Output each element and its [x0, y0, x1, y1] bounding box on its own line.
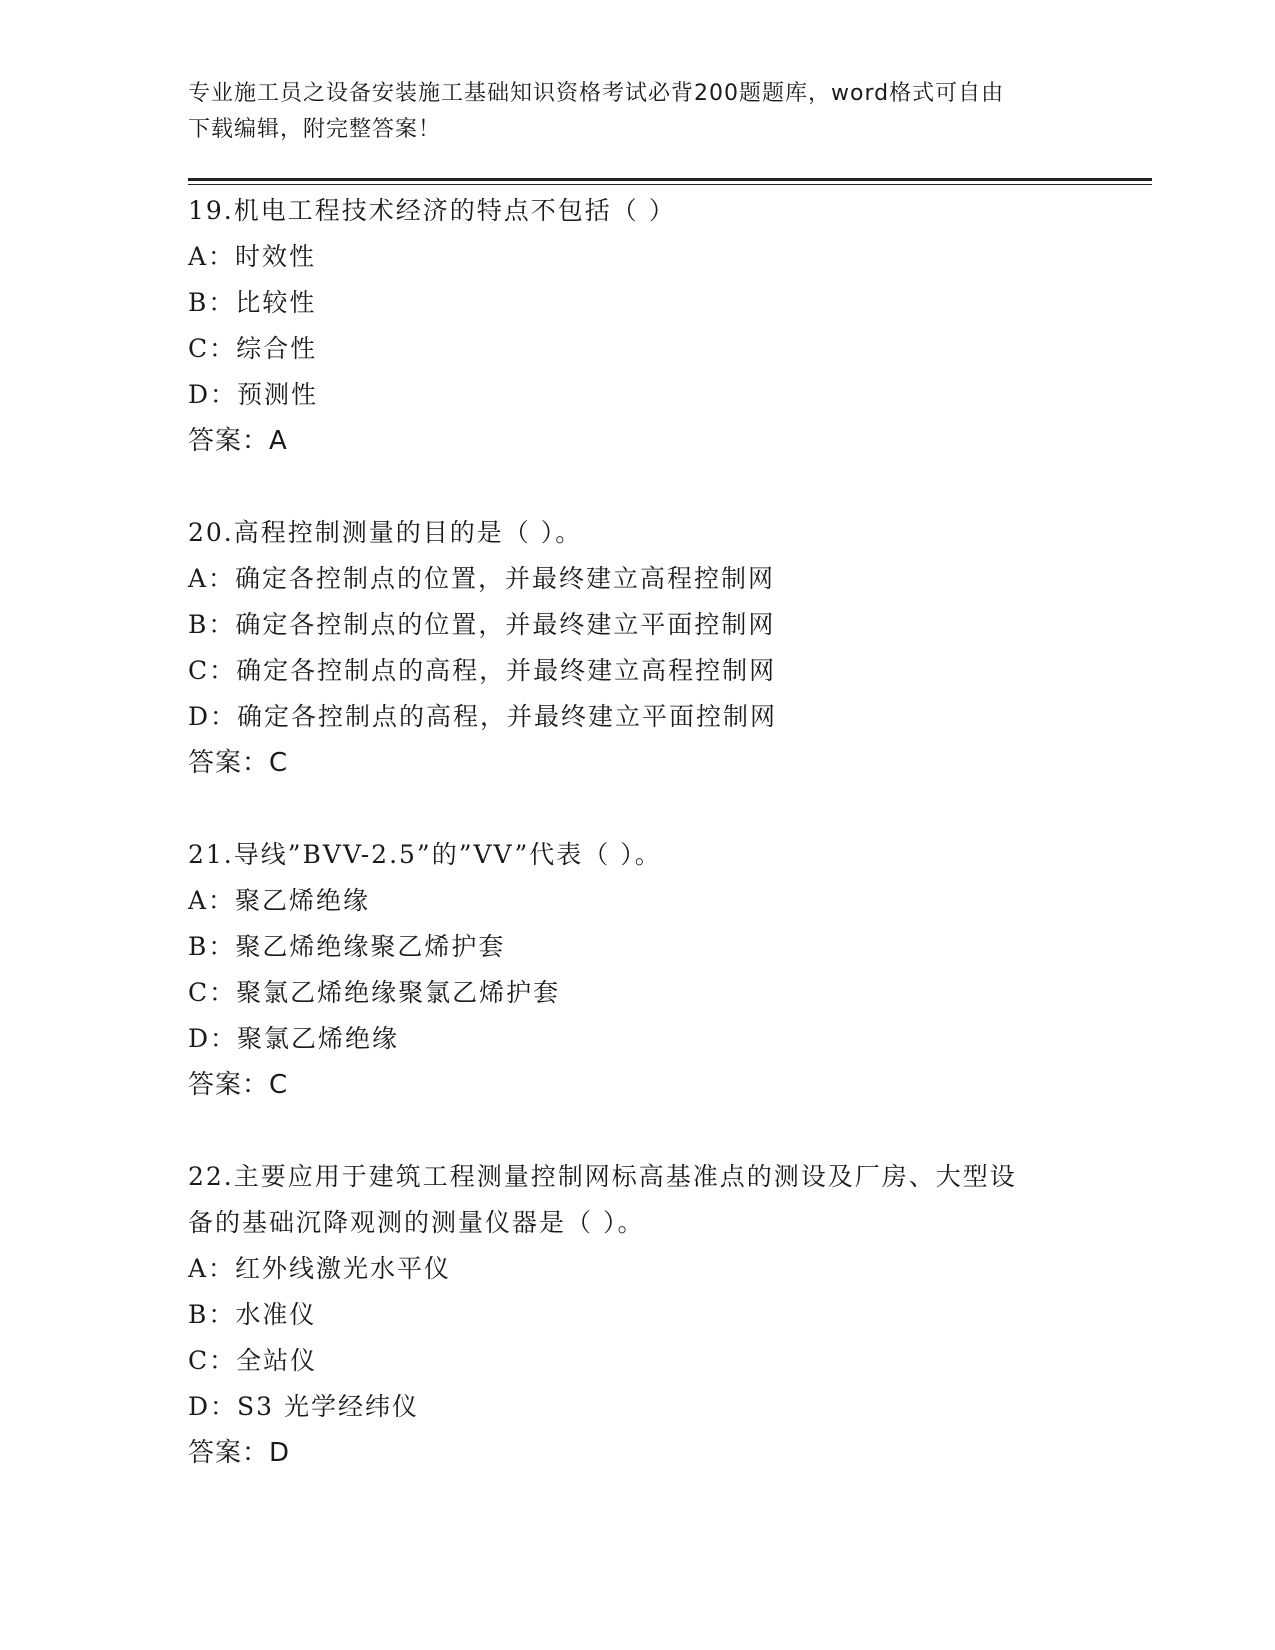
- header-divider-thin: [188, 184, 1152, 185]
- option-d: D：预测性: [188, 380, 319, 409]
- header-divider-thick: [188, 178, 1152, 181]
- option-c: C：综合性: [188, 334, 318, 363]
- option-b: B：水准仪: [188, 1300, 317, 1329]
- answer-label: 答案：C: [188, 748, 289, 778]
- question-19: [188, 188, 1088, 464]
- answer-label: 答案：C: [188, 1070, 289, 1100]
- document-header: [188, 76, 1088, 148]
- question-stem: 20.高程控制测量的目的是（ ）。: [188, 518, 583, 547]
- question-20: [188, 510, 1088, 786]
- option-a: A：聚乙烯绝缘: [188, 886, 371, 915]
- question-stem-line-1: 22.主要应用于建筑工程测量控制网标高基准点的测设及厂房、大型设: [188, 1162, 1017, 1191]
- option-d: D：确定各控制点的高程，并最终建立平面控制网: [188, 702, 778, 731]
- option-a: A：时效性: [188, 242, 317, 271]
- question-22: [188, 1154, 1088, 1476]
- option-a: A：确定各控制点的位置，并最终建立高程控制网: [188, 564, 776, 593]
- option-b: B：聚乙烯绝缘聚乙烯护套: [188, 932, 506, 961]
- question-stem-line-2: 备的基础沉降观测的测量仪器是（ ）。: [188, 1208, 645, 1237]
- option-b: B：确定各控制点的位置，并最终建立平面控制网: [188, 610, 776, 639]
- answer-label: 答案：A: [188, 426, 288, 456]
- question-list: [188, 188, 1088, 1522]
- header-line-2: 下载编辑，附完整答案！: [188, 117, 442, 142]
- option-c: C：聚氯乙烯绝缘聚氯乙烯护套: [188, 978, 561, 1007]
- option-c: C：全站仪: [188, 1346, 318, 1375]
- question-stem: 21.导线”BVV-2.5”的”VV”代表（ ）。: [188, 840, 662, 869]
- answer-label: 答案：D: [188, 1438, 291, 1468]
- option-c: C：确定各控制点的高程，并最终建立高程控制网: [188, 656, 777, 685]
- question-stem: 19.机电工程技术经济的特点不包括（ ）: [188, 196, 676, 225]
- option-d: D：聚氯乙烯绝缘: [188, 1024, 400, 1053]
- header-line-1: 专业施工员之设备安装施工基础知识资格考试必背200题题库，word格式可自由: [188, 81, 1005, 106]
- option-a: A：红外线激光水平仪: [188, 1254, 452, 1283]
- question-21: [188, 832, 1088, 1108]
- option-b: B：比较性: [188, 288, 317, 317]
- option-d: D：S3 光学经纬仪: [188, 1392, 420, 1421]
